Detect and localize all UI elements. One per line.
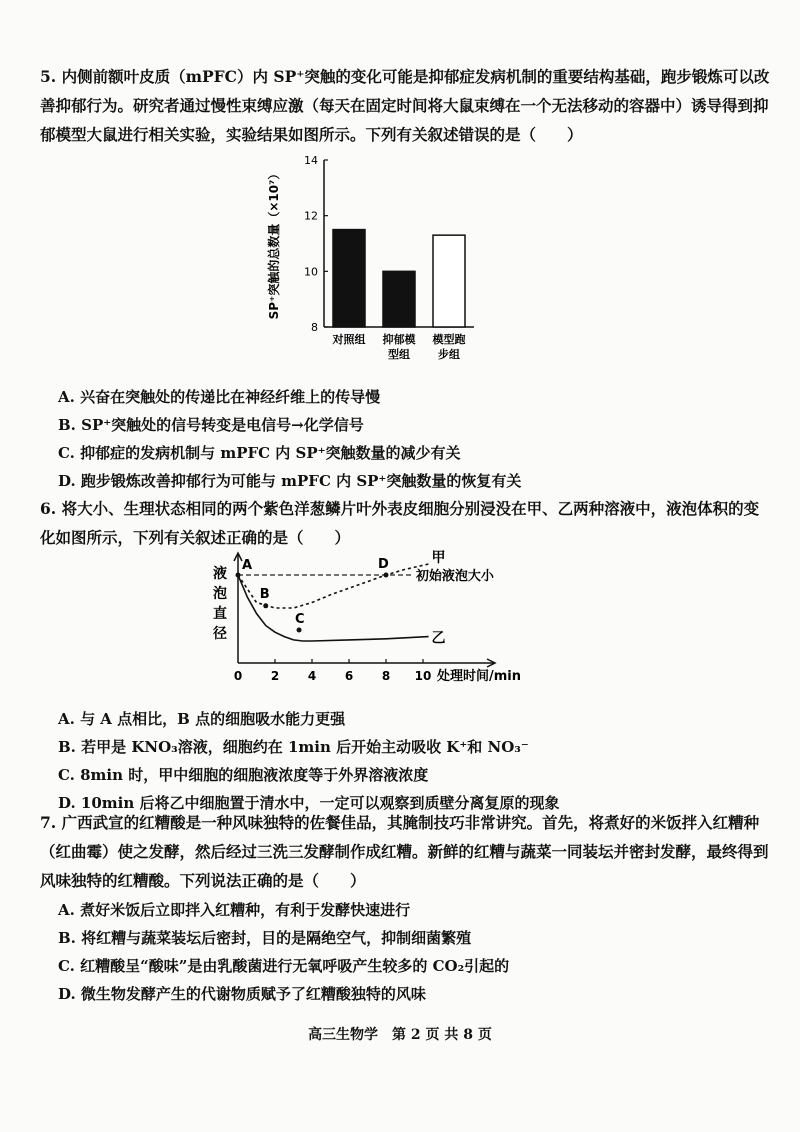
point-d-label: D (378, 557, 389, 572)
bar-y-tick-label: 10 (304, 265, 318, 279)
q5-option-c: C. 抑郁症的发病机制与 mPFC 内 SP⁺突触数量的减少有关 (58, 444, 461, 462)
initial-size-label: 初始液泡大小 (415, 569, 494, 584)
q5-option-a: A. 兴奋在突触处的传递比在神经纤维上的传导慢 (58, 388, 381, 406)
question-6-stem: 6. 将大小、生理状态相同的两个紫色洋葱鳞片叶外表皮细胞分别浸没在甲、乙两种溶液中，液泡体积的变化如图所示，下列有关叙述正确的是（ ） (40, 499, 760, 547)
q7-option-c: C. 红糟酸呈“酸味”是由乳酸菌进行无氧呼吸产生较多的 CO₂引起的 (58, 957, 510, 975)
synapse-bar-chart (252, 152, 492, 377)
line-x-tick-label: 8 (381, 669, 391, 683)
question-7 (40, 808, 770, 895)
point-c-marker (297, 628, 302, 633)
bar-y-tick-label: 8 (311, 321, 318, 334)
point-c-label: C (295, 612, 305, 627)
point-b-label: B (259, 586, 270, 602)
q6-option-d: D. 10min 后将乙中细胞置于清水中，一定可以观察到质壁分离复原的现象 (58, 794, 560, 812)
series-label-2: 乙 (431, 630, 446, 647)
line-x-tick-label: 6 (344, 669, 354, 683)
q6-option-a: A. 与 A 点相比，B 点的细胞吸水能力更强 (58, 710, 346, 728)
bar-3 (433, 235, 465, 327)
bar-category-label: 对照组 (332, 333, 366, 346)
q7-option-d: D. 微生物发酵产生的代谢物质赋予了红糟酸独特的风味 (58, 985, 426, 1003)
bar-y-tick-label: 14 (304, 154, 318, 167)
q6-option-b: B. 若甲是 KNO₃溶液，细胞约在 1min 后开始主动吸收 K⁺和 NO₃⁻ (58, 738, 529, 756)
bar-2 (383, 271, 415, 327)
vacuole-line-chart (210, 548, 530, 693)
question-6 (40, 494, 770, 552)
bar-category-label: 抑郁模型组 (382, 333, 416, 361)
bar-category-label: 模型跑步组 (432, 333, 466, 361)
question-5-stem: 5. 内侧前额叶皮质（mPFC）内 SP⁺突触的变化可能是抑郁症发病机制的重要结构基础，跑步锻炼可以改善抑郁行为。研究者通过慢性束缚应激（每天在固定时间将大鼠束缚在一个无法移动的容器中）诱导得到抑郁模型大鼠进行相关实验，实验结果如图所示。下列有关叙述错误的是（ ） (40, 67, 770, 144)
bar-y-tick-label: 12 (304, 209, 318, 223)
line-x-tick-label: 4 (307, 669, 317, 683)
series-label-1: 甲 (431, 550, 446, 566)
question-5 (40, 62, 770, 149)
q5-option-d: D. 跑步锻炼改善抑郁行为可能与 mPFC 内 SP⁺突触数量的恢复有关 (58, 472, 522, 490)
page-footer: 高三生物学 第 2 页 共 8 页 (308, 1027, 492, 1043)
question-7-stem: 7. 广西武宣的红糟酸是一种风味独特的佐餐佳品，其腌制技巧非常讲究。首先，将煮好的米饭拌入红糟种（红曲霉）使之发酵，然后经过三洗三发酵制作成红糟。新鲜的红糟与蔬菜一同装坛并密封发酵，最终得到风味独特的红糟酸。下列说法正确的是（ ） (40, 813, 769, 890)
q6-option-c: C. 8min 时，甲中细胞的细胞液浓度等于外界溶液浓度 (58, 766, 429, 784)
point-a-label: A (242, 558, 253, 573)
line-x-tick-label: 0 (233, 669, 243, 683)
q7-option-a: A. 煮好米饭后立即拌入红糟种，有利于发酵快速进行 (58, 901, 411, 919)
q5-option-b: B. SP⁺突触处的信号转变是电信号→化学信号 (58, 416, 364, 434)
line-x-tick-label: 2 (270, 669, 280, 683)
bar-1 (333, 230, 365, 327)
point-a-marker (236, 573, 241, 578)
bar-y-axis-label: SP⁺突触的总数量（×10⁷） (267, 167, 281, 320)
line-y-axis-label: 液泡直径 (213, 566, 227, 642)
point-d-marker (384, 573, 389, 578)
q7-option-b: B. 将红糟与蔬菜装坛后密封，目的是隔绝空气，抑制细菌繁殖 (58, 929, 472, 947)
point-b-marker (263, 603, 268, 608)
line-x-tick-label: 10 (414, 669, 432, 683)
line-x-axis-label: 处理时间/min (437, 669, 522, 684)
